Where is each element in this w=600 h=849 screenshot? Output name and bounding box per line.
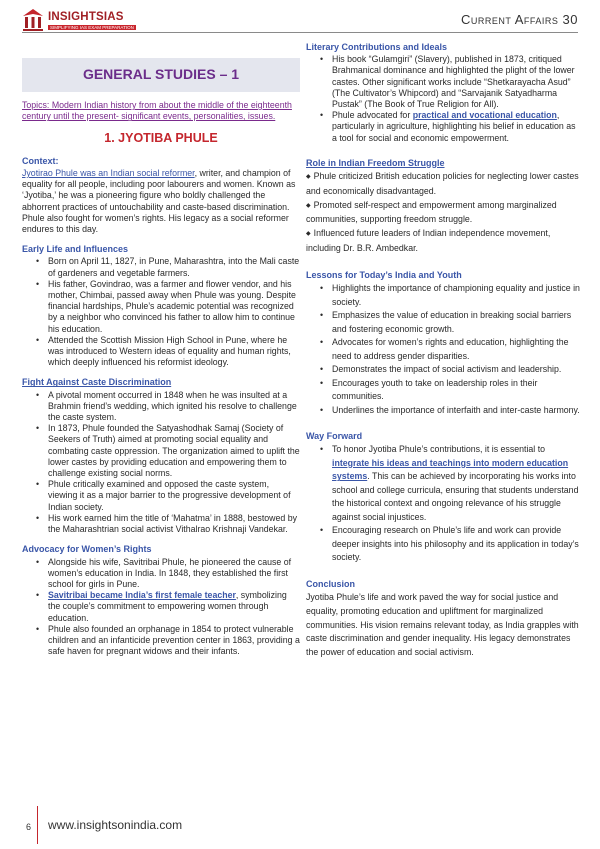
page-number: 6 — [26, 822, 32, 832]
list-item: • Highlights the importance of championing equality and justice in society. — [306, 282, 582, 309]
lessons-heading: Lessons for Today’s India and Youth — [306, 269, 462, 280]
list-item: • Encourages youth to take on leadership roles in their communities. — [306, 377, 582, 404]
insights-logo — [22, 8, 142, 38]
conclusion-heading: Conclusion — [306, 578, 355, 589]
list-item-text: . This can be achieved by incorporating his works into school and college curricula, ensuring that students understand the historical context and ongoing relevance of his struggle against social injustices. — [332, 471, 579, 522]
list-item: • Phule critically examined and opposed the caste system, viewing it as a major barrier to the progressive development of Indian society. — [22, 479, 300, 513]
literary-list — [306, 54, 582, 144]
list-item-text: To honor Jyotiba Phule’s contributions, it is essential to — [332, 444, 546, 455]
list-item: • His book “Gulamgiri” (Slavery), published in 1873, critiqued Brahmanical dominance and highlighted the plight of the lower castes. Other significant works include “Shetkarayacha Asud” (The Cultivator’s Whipcord) and “Sarvajanik Satyadharma Pustak” (The Book of True Religion for All). — [306, 54, 582, 110]
topics-line[interactable]: Topics: Modern Indian history from about the middle of the eighteenth century until the present- significant events, personalities, issues. — [22, 100, 292, 122]
caste-list — [22, 390, 300, 536]
conclusion-paragraph: Jyotiba Phule’s life and work paved the way for social justice and equality, promoting education and upliftment for marginalized communities. His vision remains relevant today, as India grapples with caste discrimination and gender inequality. His legacy demonstrates the power of education and social activism. — [306, 591, 579, 658]
list-item: • Encouraging research on Phule’s life and work can provide deeper insights into his philosophy and its application in today’s society. — [306, 524, 582, 565]
footer-url[interactable]: www.insightsonindia.com — [48, 818, 183, 832]
women-list — [22, 557, 300, 658]
footer-divider — [37, 806, 38, 844]
list-item — [22, 590, 300, 624]
way-forward-heading: Way Forward — [306, 431, 363, 442]
context-paragraph — [22, 168, 300, 235]
list-item: • A pivotal moment occurred in 1848 when he was insulted at a Brahmin friend’s wedding, which ignited his resolve to challenge the caste system. — [22, 390, 300, 424]
list-item: • In 1873, Phule founded the Satyashodhak Samaj (Society of Seekers of Truth) aimed at promoting social equality and combating caste oppression. The organization aimed to uplift the lower castes by providing education and empowering them to challenge existing social norms. — [22, 423, 300, 479]
logo-tagline: SIMPLIFYING IAS EXAM PREPARATION — [50, 25, 134, 30]
list-item-text: Phule advocated for — [332, 110, 413, 121]
logo-name: INSIGHTSIAS — [48, 11, 124, 23]
modern-education-link[interactable]: integrate his ideas and teachings into modern education systems — [332, 457, 569, 482]
list-item-text: , particularly in agriculture, highlighting his belief in education as a tool for social and economic empowerment. — [332, 110, 576, 143]
right-column — [306, 42, 582, 660]
list-item: • Phule also founded an orphanage in 1854 to protect vulnerable children and an infanticide prevention center in 1863, providing a safe haven for pregnant widows and their infants. — [22, 624, 300, 658]
lessons-list — [306, 282, 582, 417]
section-header: GENERAL STUDIES – 1 — [22, 58, 300, 92]
header-divider — [22, 32, 578, 33]
list-item-text: , symbolizing the couple’s commitment to empowering women through education. — [48, 590, 287, 623]
list-item: • His father, Govindrao, was a farmer and flower vendor, and his mother, Chimbai, passed away when Phule was young. Despite financial hardships, Phule’s academic potential was recognized by a neighbor who convinced his father to allow him to continue his education. — [22, 279, 300, 335]
list-item: • Underlines the importance of interfaith and inter-caste harmony. — [306, 404, 582, 418]
page-title: Current Affairs 30 — [460, 12, 578, 27]
list-item: • Advocates for women’s rights and education, highlighting the need to address gender disparities. — [306, 336, 582, 363]
left-column — [22, 58, 300, 657]
logo-emblem-icon — [22, 8, 44, 32]
vocational-education-link[interactable]: practical and vocational education — [412, 110, 557, 121]
list-item: ◆ Promoted self-respect and empowerment among marginalized communities, supporting freedom struggle. — [306, 199, 582, 228]
list-item: • Born on April 11, 1827, in Pune, Maharashtra, into the Mali caste of gardeners and vegetable farmers. — [22, 256, 300, 278]
women-heading: Advocacy for Women’s Rights — [22, 544, 152, 555]
caste-heading: Fight Against Caste Discrimination — [22, 377, 172, 388]
list-item: • Demonstrates the impact of social activism and leadership. — [306, 363, 582, 377]
savitribai-link[interactable]: Savitribai became India’s first female teacher — [48, 590, 236, 601]
literary-heading: Literary Contributions and Ideals — [306, 42, 448, 52]
context-link[interactable]: Jyotirao Phule was an Indian social reformer — [22, 168, 195, 178]
list-item: • Attended the Scottish Mission High School in Pune, where he was introduced to Western ideas of equality and human rights, which deeply influenced his reformist ideology. — [22, 335, 300, 369]
list-item: • Alongside his wife, Savitribai Phule, he pioneered the cause of women’s education in India. In 1848, they established the first school for girls in Pune. — [22, 557, 300, 591]
list-item — [306, 443, 582, 524]
context-heading: Context: — [22, 155, 59, 166]
context-text: , writer, and champion of equality for all people, including poor labourers and women. Known as ‘Jyotiba,’ he was a pioneering figure who boldly challenged the abhorrent practices of untouchability and caste-based discrimination. Phule also fought for women’s rights. His legacy as a social reformer endures to this day. — [22, 168, 296, 235]
freedom-list — [306, 170, 582, 256]
way-forward-list — [306, 443, 582, 565]
list-item — [306, 110, 582, 144]
list-item: ◆ Influenced future leaders of Indian independence movement, including Dr. B.R. Ambedkar. — [306, 227, 582, 256]
list-item: ◆ Phule criticized British education policies for neglecting lower castes and economically disadvantaged. — [306, 170, 582, 199]
list-item: • His work earned him the title of ‘Mahatma’ in 1888, bestowed by the Maharashtrian social activist Vithalrao Krishnaji Vandekar. — [22, 513, 300, 535]
freedom-heading: Role in Indian Freedom Struggle — [306, 157, 445, 168]
early-life-list — [22, 256, 300, 368]
article-title: 1. JYOTIBA PHULE — [104, 130, 218, 145]
early-life-heading: Early Life and Influences — [22, 244, 129, 255]
list-item: • Emphasizes the value of education in breaking social barriers and fostering economic growth. — [306, 309, 582, 336]
